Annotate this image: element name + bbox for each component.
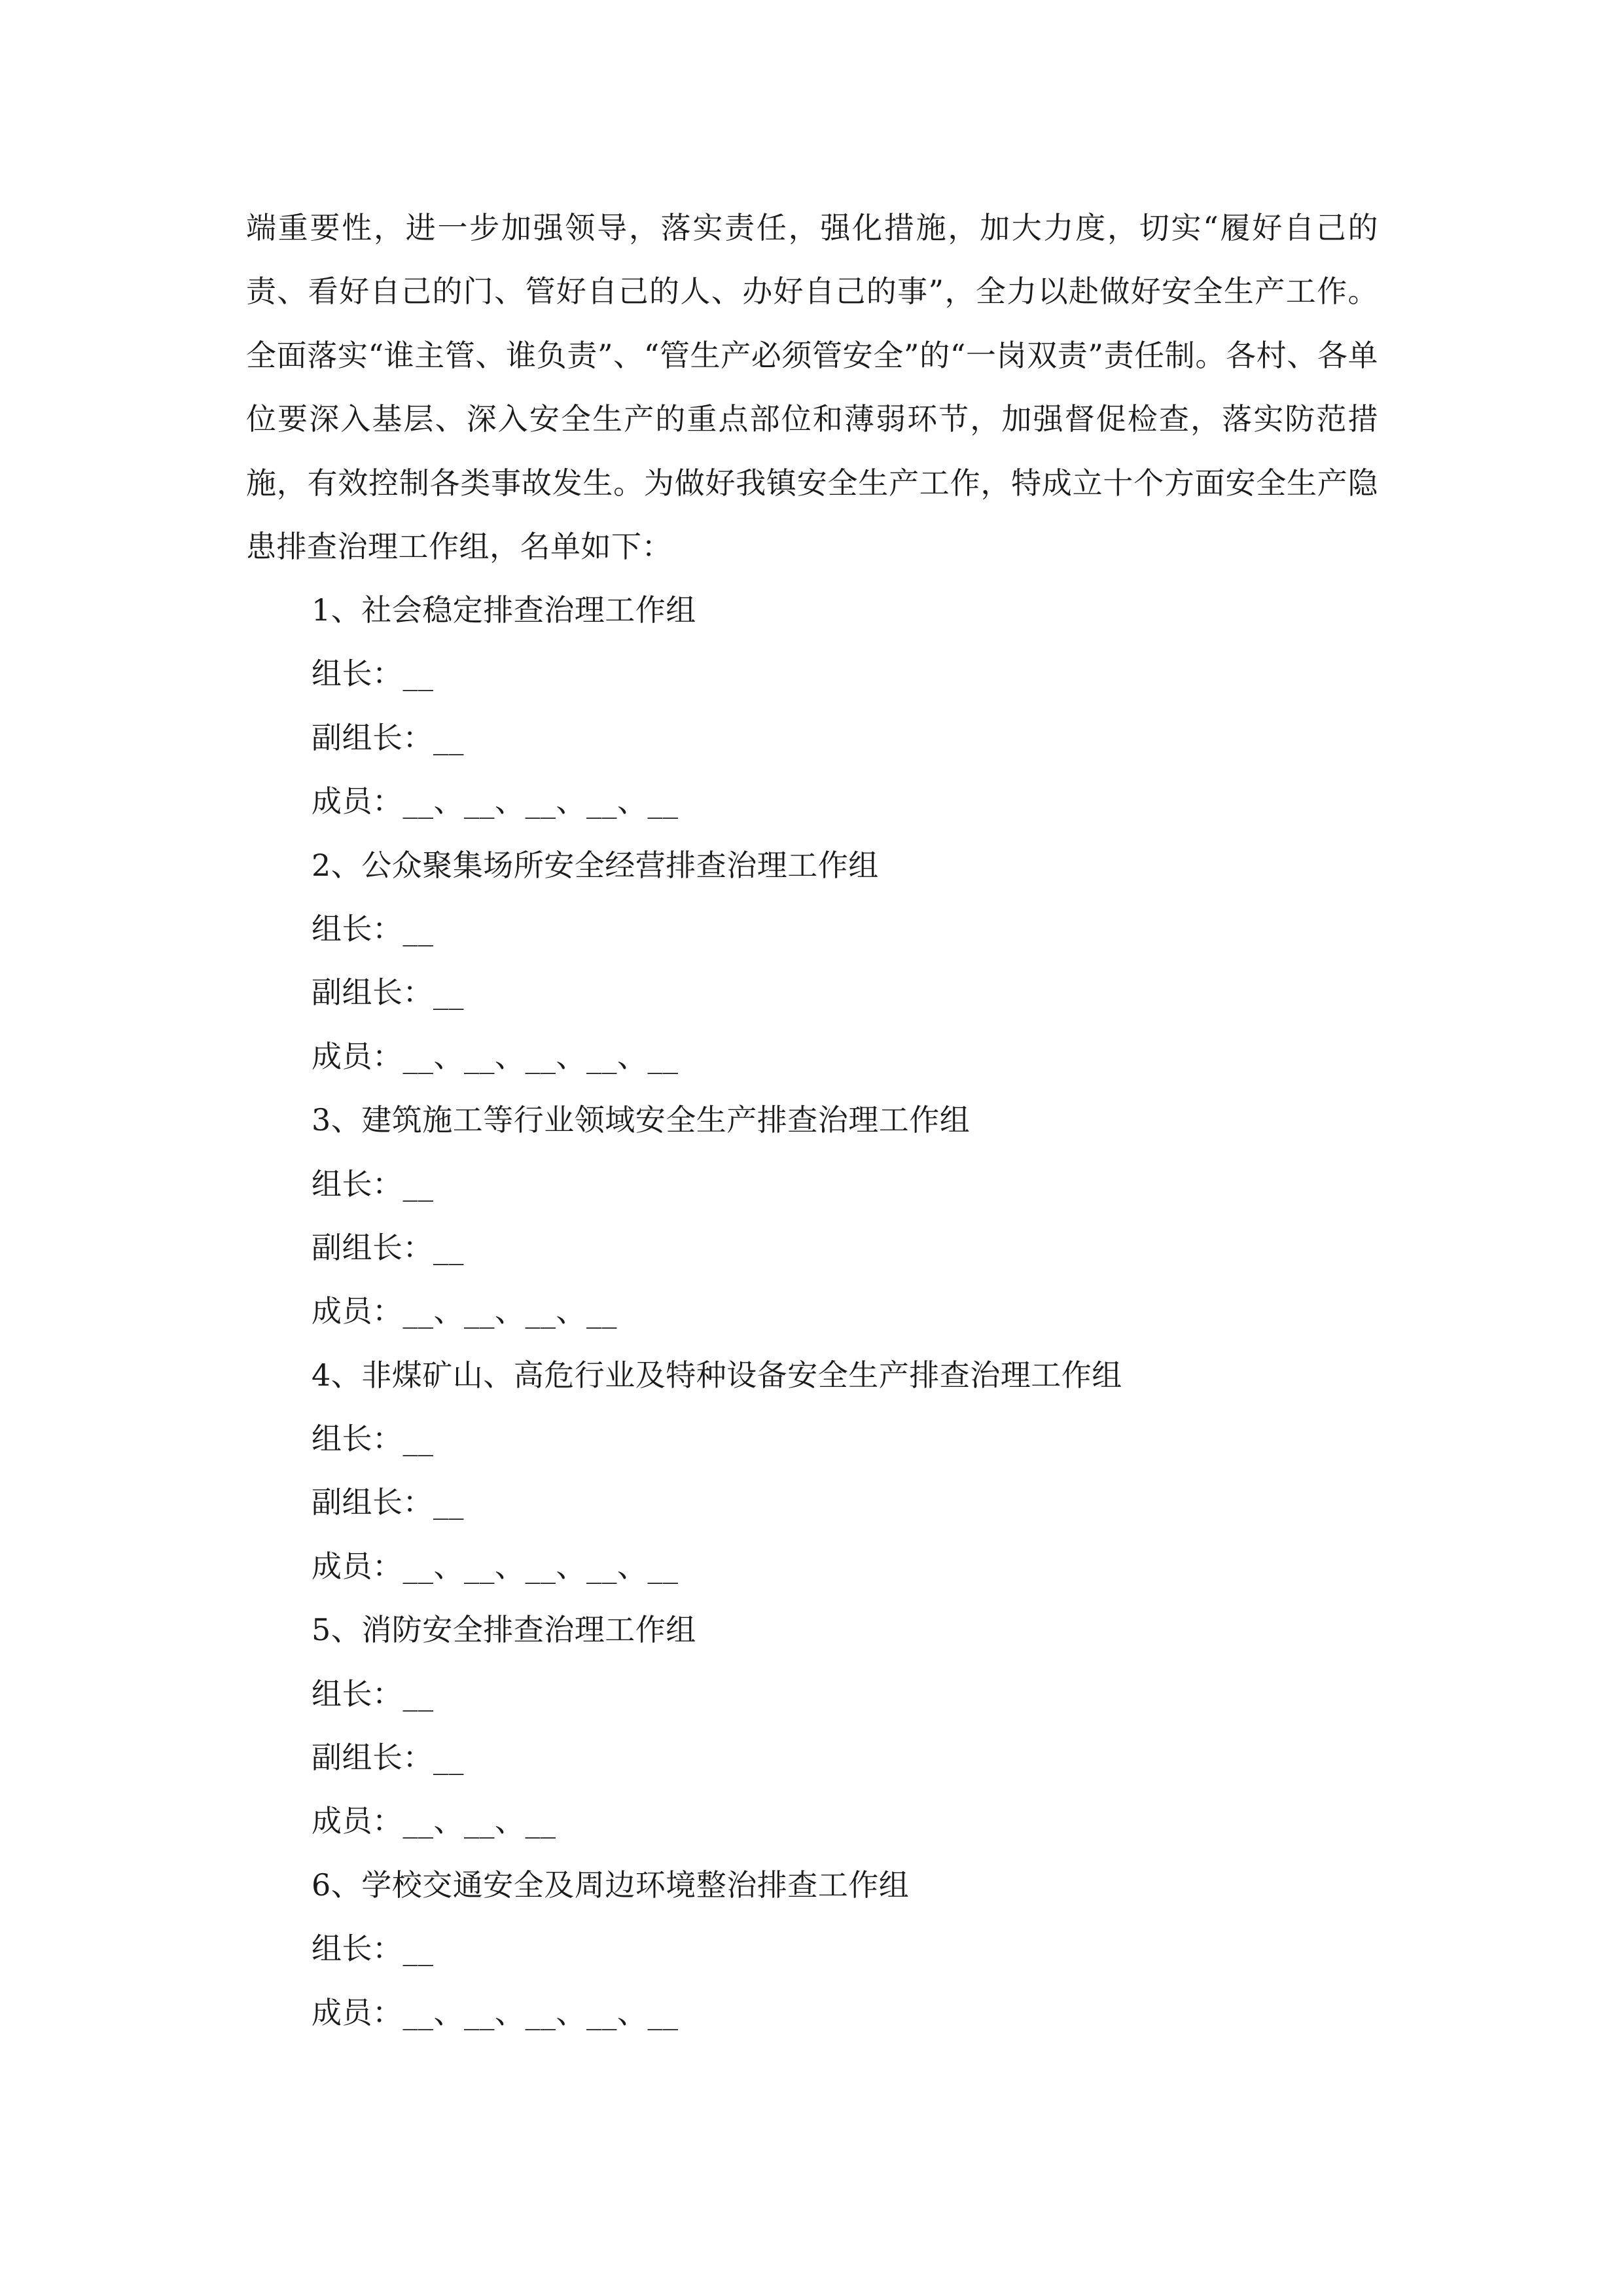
group-leader: 组长：__	[312, 656, 434, 692]
work-group-3	[312, 1088, 1359, 1344]
work-group-list	[312, 579, 1359, 2045]
group-leader: 组长：__	[312, 1421, 434, 1457]
group-members: 成员：__、__、__、__、__	[312, 1038, 679, 1074]
group-members: 成员：__、__、__、__、__	[312, 1548, 679, 1584]
group-deputy-leader: 副组长：__	[312, 1740, 464, 1776]
group-leader: 组长：__	[312, 1931, 434, 1967]
intro-paragraph: 端重要性，进一步加强领导，落实责任，强化措施，加大力度，切实“履好自己的责、看好自己的门、管好自己的人、办好自己的事”，全力以赴做好安全生产工作。全面落实“谁主管、谁负责”、“管生产必须管安全”的“一岗双责”责任制。各村、各单位要深入基层、深入安全生产的重点部位和薄弱环节，加强督促检查，落实防范措施，有效控制各类事故发生。为做好我镇安全生产工作，特成立十个方面安全生产隐患排查治理工作组，名单如下：	[246, 210, 1378, 565]
work-group-4	[312, 1344, 1359, 1599]
group-members: 成员：__、__、__	[312, 1803, 556, 1839]
group-deputy-leader: 副组长：__	[312, 1229, 464, 1265]
group-title: 5、消防安全排查治理工作组	[312, 1612, 696, 1648]
group-title: 1、社会稳定排查治理工作组	[312, 592, 696, 628]
group-title: 2、公众聚集场所安全经营排查治理工作组	[312, 847, 879, 883]
work-group-6	[312, 1854, 1359, 2045]
group-leader: 组长：__	[312, 910, 434, 946]
group-members: 成员：__、__、__、__、__	[312, 783, 679, 819]
group-leader: 组长：__	[312, 1676, 434, 1712]
work-group-1	[312, 579, 1359, 834]
group-leader: 组长：__	[312, 1166, 434, 1202]
group-deputy-leader: 副组长：__	[312, 975, 464, 1011]
group-title: 4、非煤矿山、高危行业及特种设备安全生产排查治理工作组	[312, 1357, 1122, 1393]
group-members: 成员：__、__、__、__、__	[312, 1994, 679, 2030]
group-members: 成员：__、__、__、__	[312, 1293, 617, 1329]
group-title: 3、建筑施工等行业领域安全生产排查治理工作组	[312, 1102, 971, 1138]
group-title: 6、学校交通安全及周边环境整治排查工作组	[312, 1867, 910, 1903]
group-deputy-leader: 副组长：__	[312, 1484, 464, 1520]
work-group-2	[312, 834, 1359, 1089]
work-group-5	[312, 1598, 1359, 1854]
group-deputy-leader: 副组长：__	[312, 719, 464, 755]
